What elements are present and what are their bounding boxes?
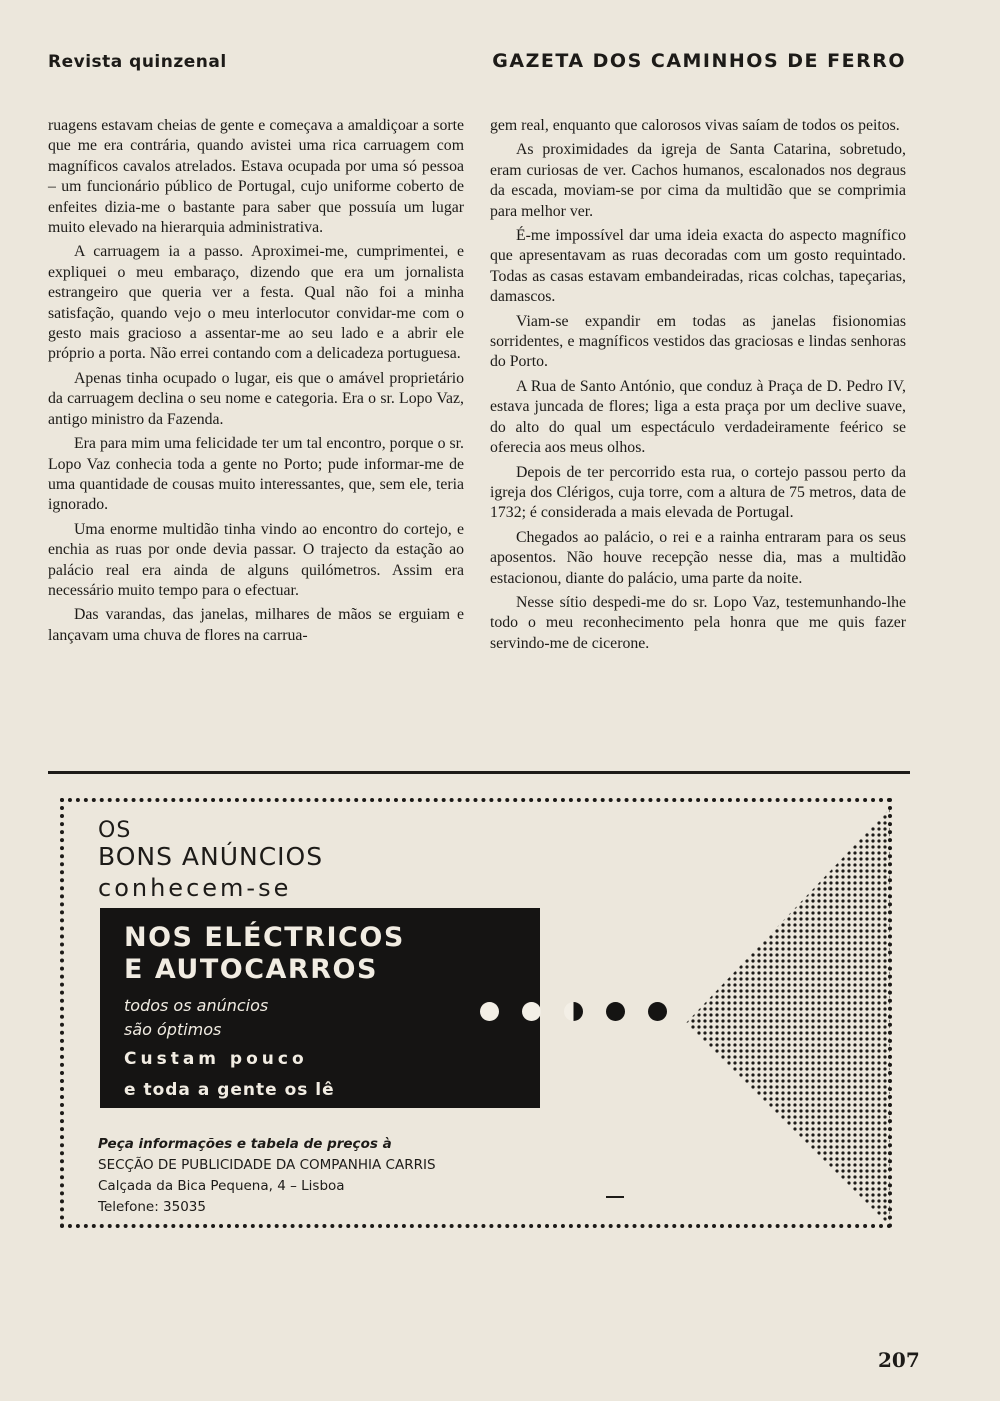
ad-line-os: OS [98,818,132,843]
ad-contact-intro: Peça informações e tabela de preços à [98,1136,392,1152]
ad-headline-2: E AUTOCARROS [124,954,378,985]
ad-dot [522,1002,541,1021]
article-paragraph: Chegados ao palácio, o rei e a rainha entraram para os seus aposentos. Não houve recepção nesse dia, mas a multidão estacionou, diante do palácio, uma parte da noite. [490,528,906,587]
article-paragraph: Nesse sítio despedi-me do sr. Lopo Vaz, testemunhando-lhe todo o meu reconhecimento pela honra que me quis fazer servindo-me de cicerone. [490,593,906,652]
ad-dot [648,1002,667,1021]
article-paragraph: Depois de ter percorrido esta rua, o cortejo passou perto da igreja dos Clérigos, cuja torre, com a altura de 75 metros, data de 1732; é considerada a mais elevada de Portugal. [490,463,906,522]
ad-tagline-4: e toda a gente os lê [124,1080,335,1100]
ad-tagline-3: Custam pouco [124,1049,308,1069]
article-paragraph: ruagens estavam cheias de gente e começava a amaldiçoar a sorte que me era contrária, quando avistei uma rica carruagem com magníficos cavalos atrelados. Estava ocupada por uma só pessoa – um funcionário público de Portugal, cujo uniforme coberto de enfeites dizia-me o bastante para saber que possuía um lugar muito elevado na hierarquia administrativa. [48,117,464,237]
article-paragraph: Das varandas, das janelas, milhares de mãos se erguiam e lançavam uma chuva de flores na carrua- [48,606,464,644]
ad-dot-row [480,1002,670,1024]
article-paragraph: gem real, enquanto que calorosos vivas saíam de todos os peitos. [490,117,900,134]
article-left-column [48,116,464,650]
ad-headline-1: NOS ELÉCTRICOS [124,922,405,953]
article-paragraph: Viam-se expandir em todas as janelas fisionomias sorridentes, e magníficos vestidos das graciosas e lindas senhoras do Porto. [490,312,906,371]
ad-line-bons-anuncios: BONS ANÚNCIOS [98,842,324,871]
ad-contact-address: Calçada da Bica Pequena, 4 – Lisboa [98,1178,345,1194]
article-paragraph: A carruagem ia a passo. Aproximei-me, cumprimentei, e expliquei o meu embaraço, dizendo que era um jornalista estrangeiro que queria ver a festa. Qual não foi a minha satisfação, quando vejo o meu interlocutor convidar-me com o gesto mais gracioso a assentar-me ao seu lado e a abrir ele próprio a porta. Não errei contando com a delicadeza portuguesa. [48,243,464,363]
section-divider [48,771,910,774]
halftone-triangle-graphic [660,808,896,1226]
page-number: 207 [878,1348,920,1372]
ad-dot [564,1002,583,1021]
ad-black-panel [100,908,540,1108]
article-paragraph: É-me impossível dar uma ideia exacta do aspecto magnífico que apresentavam as ruas decoradas com um gosto requintado. Todas as casas estavam embandeiradas, ricas colchas, tapeçarias, damascos. [490,227,906,306]
ad-tagline-1: todos os anúncios [124,996,269,1015]
article-paragraph: Apenas tinha ocupado o lugar, eis que o amável proprietário da carruagem declina o seu nome e categoria. Era o sr. Lopo Vaz, antigo ministro da Fazenda. [48,369,464,428]
ad-dash-mark [606,1196,624,1198]
ad-dot [606,1002,625,1021]
article-paragraph: Uma enorme multidão tinha vindo ao encontro do cortejo, e enchia as ruas por onde devia passar. O trajecto da estação ao palácio real era ainda de alguns quilómetros. Assim era necessário muito tempo para o efectuar. [48,520,464,599]
ad-line-conhecem-se: conhecem-se [98,874,292,902]
header-magazine-frequency: Revista quinzenal [48,52,227,72]
ad-contact-phone: Telefone: 35035 [98,1199,206,1215]
article-paragraph: As proximidades da igreja de Santa Catarina, sobretudo, eram curiosas de ver. Cachos humanos, escalonados nos degraus da escada, moviam-se por cima da multidão que se comprimia para melhor ver. [490,141,906,220]
ad-dot [480,1002,499,1021]
ad-tagline-2: são óptimos [124,1020,222,1039]
article-paragraph: A Rua de Santo António, que conduz à Praça de D. Pedro IV, estava juncada de flores; liga a esta praça por um declive suave, do alto do qual um espectáculo verdadeiramente feérico se oferecia aos meus olhos. [490,377,906,457]
header-magazine-title: GAZETA DOS CAMINHOS DE FERRO [492,50,906,72]
article-right-column [490,116,906,658]
ad-contact-org: SECÇÃO DE PUBLICIDADE DA COMPANHIA CARRIS [98,1157,436,1173]
article-paragraph: Era para mim uma felicidade ter um tal encontro, porque o sr. Lopo Vaz conhecia toda a gente no Porto; pude informar-me de uma quantidade de cousas muito interessantes, que, sem ele, teria ignorado. [48,435,464,514]
